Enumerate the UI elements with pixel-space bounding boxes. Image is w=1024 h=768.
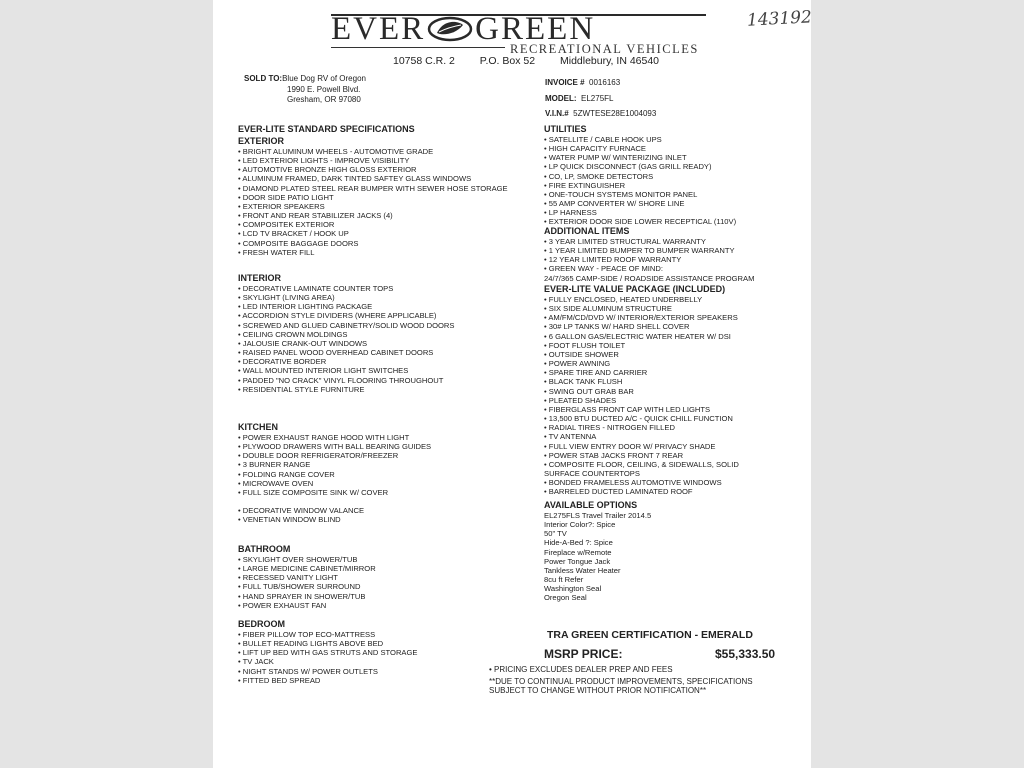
list-item: • HIGH CAPACITY FURNACE <box>544 144 736 153</box>
bedroom-list <box>238 630 417 685</box>
list-item: • NIGHT STANDS W/ POWER OUTLETS <box>238 667 417 676</box>
list-item: • POWER STAB JACKS FRONT 7 REAR <box>544 451 739 460</box>
address-po-box: P.O. Box 52 <box>479 55 536 67</box>
additional-section <box>544 226 754 283</box>
list-item: • SKYLIGHT OVER SHOWER/TUB <box>238 555 376 564</box>
list-item: • JALOUSIE CRANK-OUT WINDOWS <box>238 339 454 348</box>
model-label: MODEL: <box>545 94 577 103</box>
additional-list <box>544 237 754 274</box>
list-item: • SPARE TIRE AND CARRIER <box>544 368 739 377</box>
brand-subtitle: RECREATIONAL VEHICLES <box>510 42 699 56</box>
list-item: • RADIAL TIRES - NITROGEN FILLED <box>544 423 739 432</box>
utilities-section <box>544 124 736 227</box>
value-package-list-after <box>544 478 739 496</box>
interior-list <box>238 284 454 394</box>
utilities-heading: UTILITIES <box>544 124 587 134</box>
note-disclaimer-line-2: SUBJECT TO CHANGE WITHOUT PRIOR NOTIFICATION** <box>489 686 707 695</box>
list-item: • CEILING CROWN MOLDINGS <box>238 330 454 339</box>
list-item: • COMPOSITEK EXTERIOR <box>238 220 508 229</box>
list-item: • GREEN WAY - PEACE OF MIND: <box>544 264 754 273</box>
list-item: • WALL MOUNTED INTERIOR LIGHT SWITCHES <box>238 366 454 375</box>
list-item: • LCD TV BRACKET / HOOK UP <box>238 229 508 238</box>
list-item: • BLACK TANK FLUSH <box>544 377 739 386</box>
list-item: • LARGE MEDICINE CABINET/MIRROR <box>238 564 376 573</box>
list-item: • DECORATIVE BORDER <box>238 357 454 366</box>
list-item: • 3 YEAR LIMITED STRUCTURAL WARRANTY <box>544 237 754 246</box>
list-item: • POWER AWNING <box>544 359 739 368</box>
list-item: • EXTERIOR SPEAKERS <box>238 202 508 211</box>
bathroom-section <box>238 544 376 610</box>
list-item: • FOOT FLUSH TOILET <box>544 341 739 350</box>
list-item: EL275FLS Travel Trailer 2014.5 <box>544 511 652 520</box>
list-item: • SKYLIGHT (LIVING AREA) <box>238 293 454 302</box>
list-item: 50" TV <box>544 529 567 539</box>
list-item: • RAISED PANEL WOOD OVERHEAD CABINET DOORS <box>238 348 454 357</box>
list-item: • AM/FM/CD/DVD W/ INTERIOR/EXTERIOR SPEAKERS <box>544 313 739 322</box>
list-item: • DIAMOND PLATED STEEL REAR BUMPER WITH SEWER HOSE STORAGE <box>238 184 508 193</box>
list-item: • AUTOMOTIVE BRONZE HIGH GLOSS EXTERIOR <box>238 165 508 174</box>
sold-to-label: SOLD TO: <box>244 74 283 83</box>
list-item: • OUTSIDE SHOWER <box>544 350 739 359</box>
list-item: Power Tongue Jack <box>544 556 611 566</box>
list-item: • ACCORDION STYLE DIVIDERS (WHERE APPLICABLE) <box>238 311 454 320</box>
msrp-row <box>544 647 784 661</box>
list-item: • 55 AMP CONVERTER W/ SHORE LINE <box>544 199 736 208</box>
list-item: • 1 YEAR LIMITED BUMPER TO BUMPER WARRANTY <box>544 246 754 255</box>
list-item: • FULL SIZE COMPOSITE SINK W/ COVER <box>238 488 431 497</box>
list-item: • RESIDENTIAL STYLE FURNITURE <box>238 385 454 394</box>
list-item: 8cu ft Refer <box>544 575 584 585</box>
list-item: • 6 GALLON GAS/ELECTRIC WATER HEATER W/ DSI <box>544 332 739 341</box>
list-item: • SATELLITE / CABLE HOOK UPS <box>544 135 736 144</box>
sold-to-block <box>244 74 366 105</box>
brand-right: GREEN <box>475 11 596 47</box>
list-item: • ALUMINUM FRAMED, DARK TINTED SAFTEY GLASS WINDOWS <box>238 174 508 183</box>
utilities-list <box>544 135 736 227</box>
brand-left: EVER <box>331 11 426 47</box>
additional-continuation: 24/7/365 CAMP-SIDE / ROADSIDE ASSISTANCE PROGRAM <box>544 273 755 283</box>
value-package-section <box>544 284 739 496</box>
certification-label: TRA GREEN CERTIFICATION - EMERALD <box>547 629 753 641</box>
note-disclaimer-line-1: **DUE TO CONTINUAL PRODUCT IMPROVEMENTS, SPECIFICATIONS <box>489 676 753 686</box>
list-item: • DECORATIVE WINDOW VALANCE <box>238 506 431 515</box>
kitchen-section <box>238 422 431 524</box>
list-item: • WATER PUMP W/ WINTERIZING INLET <box>544 153 736 162</box>
value-package-list <box>544 295 739 469</box>
list-item: • 3 BURNER RANGE <box>238 460 431 469</box>
list-item: • BONDED FRAMELESS AUTOMOTIVE WINDOWS <box>544 478 739 487</box>
kitchen-heading: KITCHEN <box>238 422 278 432</box>
list-item: Oregon Seal <box>544 593 587 603</box>
list-item: • FIBER PILLOW TOP ECO-MATTRESS <box>238 630 417 639</box>
list-item: • SIX SIDE ALUMINUM STRUCTURE <box>544 304 739 313</box>
interior-section <box>238 273 454 394</box>
list-item: • HAND SPRAYER IN SHOWER/TUB <box>238 592 376 601</box>
list-item: • MICROWAVE OVEN <box>238 479 431 488</box>
list-item: Interior Color?: Spice <box>544 520 616 530</box>
list-item: • FITTED BED SPREAD <box>238 676 417 685</box>
exterior-list <box>238 147 508 257</box>
vin-label: V.I.N.# <box>545 109 569 118</box>
list-item: • 13,500 BTU DUCTED A/C - QUICK CHILL FUNCTION <box>544 414 739 423</box>
list-item: • FULL TUB/SHOWER SURROUND <box>238 582 376 591</box>
list-item: • DECORATIVE LAMINATE COUNTER TOPS <box>238 284 454 293</box>
exterior-heading: EXTERIOR <box>238 136 285 146</box>
spec-sheet <box>213 0 811 768</box>
list-item: • COMPOSITE BAGGAGE DOORS <box>238 239 508 248</box>
list-item: Fireplace w/Remote <box>544 547 612 557</box>
list-item: • FOLDING RANGE COVER <box>238 470 431 479</box>
list-item: Hide-A-Bed ?: Spice <box>544 538 613 548</box>
list-item: • LP QUICK DISCONNECT (GAS GRILL READY) <box>544 162 736 171</box>
bathroom-heading: BATHROOM <box>238 544 291 554</box>
invoice-label: INVOICE # <box>545 78 585 87</box>
list-item: • BARRELED DUCTED LAMINATED ROOF <box>544 487 739 496</box>
vin-value: 5ZWTESE28E1004093 <box>573 109 657 118</box>
sold-to-city: Gresham, OR 97080 <box>287 95 361 105</box>
list-item: • POWER EXHAUST FAN <box>238 601 376 610</box>
options-list <box>544 511 651 603</box>
options-heading: AVAILABLE OPTIONS <box>544 500 638 510</box>
bathroom-list <box>238 555 376 610</box>
list-item: • TV JACK <box>238 657 417 666</box>
brand-logo <box>331 11 711 47</box>
options-section <box>544 500 651 603</box>
exterior-section <box>238 136 508 257</box>
list-item: • RECESSED VANITY LIGHT <box>238 573 376 582</box>
interior-heading: INTERIOR <box>238 273 282 283</box>
list-item: • PLEATED SHADES <box>544 396 739 405</box>
list-item: • BRIGHT ALUMINUM WHEELS - AUTOMOTIVE GRADE <box>238 147 508 156</box>
list-item: • SWING OUT GRAB BAR <box>544 387 739 396</box>
value-package-continuation: SURFACE COUNTERTOPS <box>544 468 640 478</box>
list-item: Tankless Water Heater <box>544 565 621 575</box>
company-address <box>393 55 681 67</box>
kitchen-extra-list <box>238 506 431 524</box>
list-item: • 12 YEAR LIMITED ROOF WARRANTY <box>544 255 754 264</box>
list-item: • FRESH WATER FILL <box>238 248 508 257</box>
address-city: Middlebury, IN 46540 <box>559 55 660 67</box>
list-item: • FIBERGLASS FRONT CAP WITH LED LIGHTS <box>544 405 739 414</box>
logo-sub-rule <box>331 47 505 48</box>
model-value: EL275FL <box>581 94 614 103</box>
list-item: • EXTERIOR DOOR SIDE LOWER RECEPTICAL (110V) <box>544 217 736 226</box>
list-item: • FULLY ENCLOSED, HEATED UNDERBELLY <box>544 295 739 304</box>
invoice-block <box>545 74 656 121</box>
bedroom-heading: BEDROOM <box>238 619 285 629</box>
pricing-notes <box>489 665 753 696</box>
list-item: • LP HARNESS <box>544 208 736 217</box>
additional-heading: ADDITIONAL ITEMS <box>544 226 630 236</box>
value-package-heading: EVER-LITE VALUE PACKAGE (INCLUDED) <box>544 284 726 294</box>
bedroom-section <box>238 619 417 685</box>
list-item: • DOOR SIDE PATIO LIGHT <box>238 193 508 202</box>
sold-to-street: 1990 E. Powell Blvd. <box>287 85 361 95</box>
list-item: • COMPOSITE FLOOR, CEILING, & SIDEWALLS, SOLID <box>544 460 739 469</box>
spec-title <box>238 124 415 135</box>
list-item: • FULL VIEW ENTRY DOOR W/ PRIVACY SHADE <box>544 442 739 451</box>
list-item: • SCREWED AND GLUED CABINETRY/SOLID WOOD DOORS <box>238 321 454 330</box>
sold-to-name: Blue Dog RV of Oregon <box>282 74 366 83</box>
list-item: Washington Seal <box>544 584 602 594</box>
list-item: • 30# LP TANKS W/ HARD SHELL COVER <box>544 322 739 331</box>
list-item: • FIRE EXTINGUISHER <box>544 181 736 190</box>
kitchen-list <box>238 433 431 497</box>
note-dealer-prep: • PRICING EXCLUDES DEALER PREP AND FEES <box>489 665 673 674</box>
list-item: • LED EXTERIOR LIGHTS - IMPROVE VISIBILITY <box>238 156 508 165</box>
list-item: • VENETIAN WINDOW BLIND <box>238 515 431 524</box>
list-item: • TV ANTENNA <box>544 432 739 441</box>
list-item: • DOUBLE DOOR REFRIGERATOR/FREEZER <box>238 451 431 460</box>
list-item: • PLYWOOD DRAWERS WITH BALL BEARING GUIDES <box>238 442 431 451</box>
list-item: • LIFT UP BED WITH GAS STRUTS AND STORAGE <box>238 648 417 657</box>
invoice-value: 0016163 <box>589 78 621 87</box>
list-item: • CO, LP, SMOKE DETECTORS <box>544 172 736 181</box>
list-item: • LED INTERIOR LIGHTING PACKAGE <box>238 302 454 311</box>
msrp-value: $55,333.50 <box>715 647 776 661</box>
address-street: 10758 C.R. 2 <box>393 55 455 67</box>
handwritten-number: 143192 <box>746 7 813 31</box>
list-item: • PADDED "NO CRACK" VINYL FLOORING THROUGHOUT <box>238 376 454 385</box>
list-item: • BULLET READING LIGHTS ABOVE BED <box>238 639 417 648</box>
standard-specs-title: EVER-LITE STANDARD SPECIFICATIONS <box>238 124 415 134</box>
list-item: • FRONT AND REAR STABILIZER JACKS (4) <box>238 211 508 220</box>
msrp-label: MSRP PRICE: <box>544 647 623 661</box>
list-item: • ONE-TOUCH SYSTEMS MONITOR PANEL <box>544 190 736 199</box>
leaf-icon <box>425 14 475 42</box>
list-item: • POWER EXHAUST RANGE HOOD WITH LIGHT <box>238 433 431 442</box>
